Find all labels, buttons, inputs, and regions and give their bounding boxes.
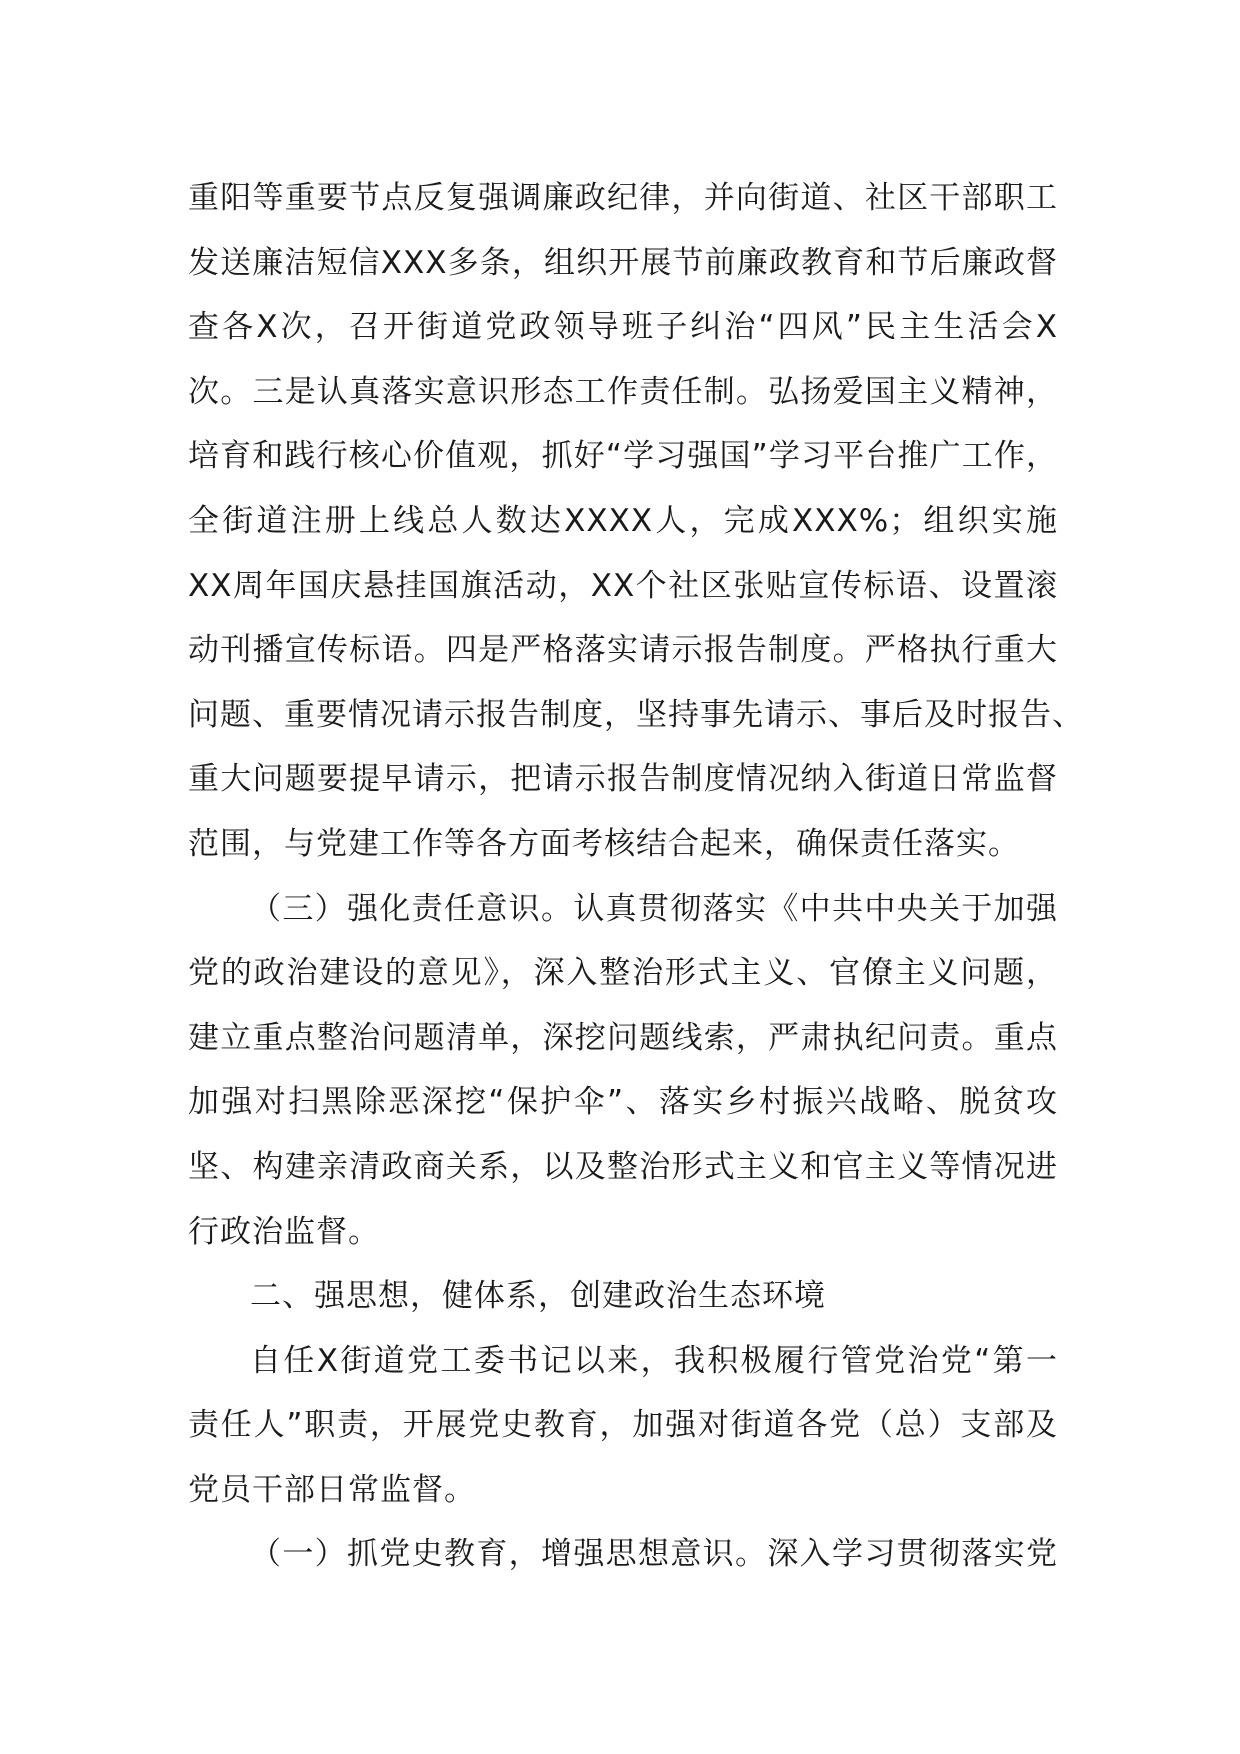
document-line: 动刊播宣传标语。四是严格落实请示报告制度。严格执行重大 <box>188 632 1058 669</box>
document-line: 问题、重要情况请示报告制度，坚持事先请示、事后及时报告、 <box>188 696 1084 733</box>
document-line: 重大问题要提早请示，把请示报告制度情况纳入街道日常监督 <box>188 761 1058 798</box>
document-line: 全街道注册上线总人数达XXXX人，完成XXX%；组织实施 <box>188 502 1058 539</box>
document-line: 建立重点整治问题清单，深挖问题线索，严肃执纪问责。重点 <box>188 1019 1058 1056</box>
document-line: 查各X次，召开街道党政领导班子纠治“四风”民主生活会X <box>188 309 1058 346</box>
document-line: 发送廉洁短信XXX多条，组织开展节前廉政教育和节后廉政督 <box>188 244 1058 281</box>
document-line: XX周年国庆悬挂国旗活动，XX个社区张贴宣传标语、设置滚 <box>188 567 1058 604</box>
document-line: 二、强思想，健体系，创建政治生态环境 <box>250 1278 826 1315</box>
document-line: 党员干部日常监督。 <box>188 1471 476 1508</box>
document-line: 自任X街道党工委书记以来，我积极履行管党治党“第一 <box>250 1342 1058 1379</box>
document-line: 重阳等重要节点反复强调廉政纪律，并向街道、社区干部职工 <box>188 180 1058 216</box>
document-line: 坚、构建亲清政商关系，以及整治形式主义和官主义等情况进 <box>188 1148 1058 1185</box>
document-line: 责任人”职责，开展党史教育，加强对街道各党（总）支部及 <box>188 1407 1058 1444</box>
document-line: （一）抓党史教育，增强思想意识。深入学习贯彻落实党 <box>250 1536 1058 1573</box>
document-line: 培育和践行核心价值观，抓好“学习强国”学习平台推广工作， <box>188 438 1058 475</box>
document-line: 范围，与党建工作等各方面考核结合起来，确保责任落实。 <box>188 825 1020 862</box>
document-line: 党的政治建设的意见》，深入整治形式主义、官僚主义问题， <box>188 955 1058 992</box>
document-line: 次。三是认真落实意识形态工作责任制。弘扬爱国主义精神， <box>188 373 1058 410</box>
document-body <box>188 166 1084 1587</box>
document-line: （三）强化责任意识。认真贯彻落实《中共中央关于加强 <box>250 890 1058 927</box>
document-line: 加强对扫黑除恶深挖“保护伞”、落实乡村振兴战略、脱贫攻 <box>188 1084 1058 1121</box>
document-line: 行政治监督。 <box>188 1213 380 1250</box>
